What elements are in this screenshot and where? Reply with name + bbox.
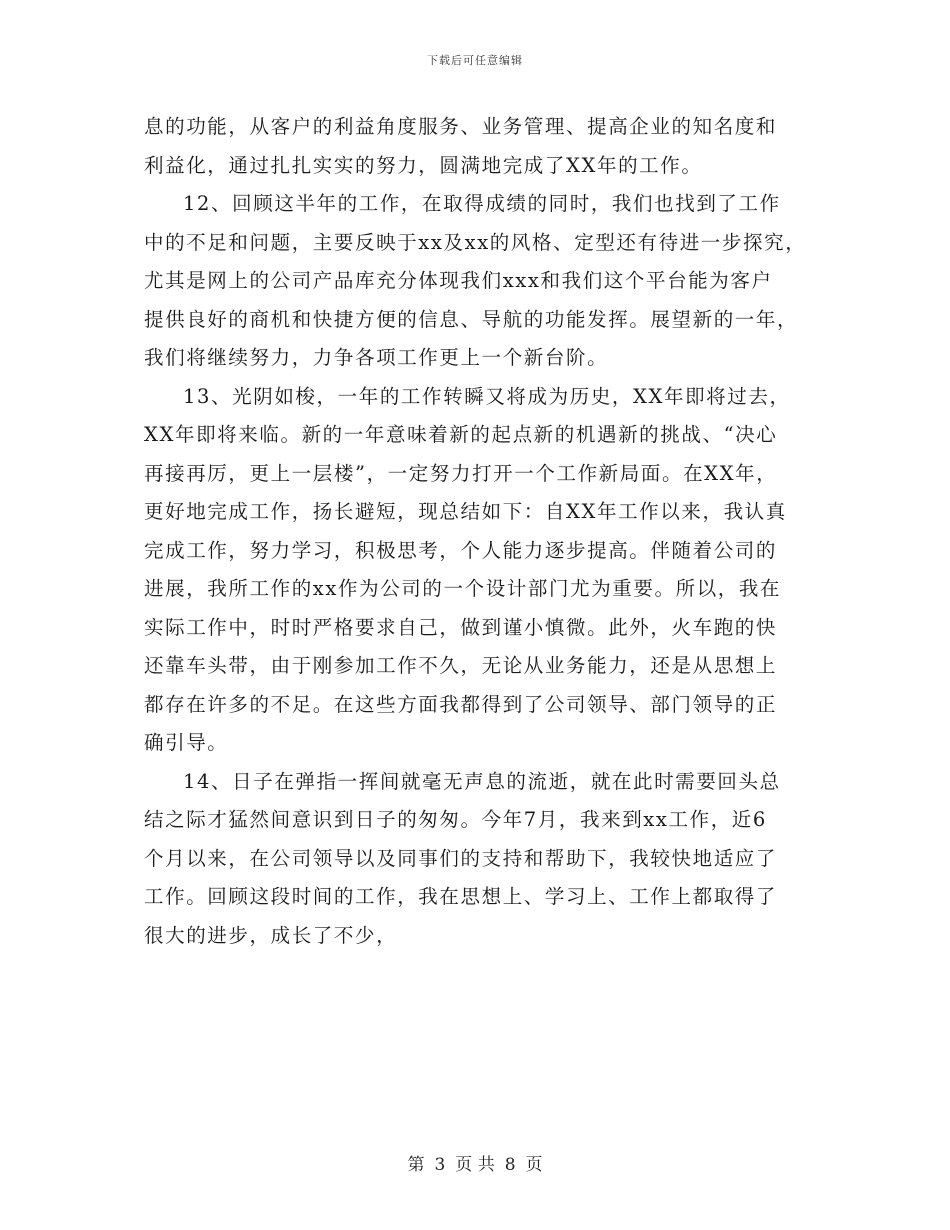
- text-line: 提供良好的商机和快捷方便的信息、导航的功能发挥。展望新的一年，: [144, 307, 799, 331]
- text-line: 我们将继续努力，力争各项工作更上一个新台阶。: [144, 346, 609, 369]
- text-line: 尤其是网上的公司产品库充分体现我们xxx和我们这个平台能为客户: [144, 269, 773, 292]
- text-line: 中的不足和问题，主要反映于xx及xx的风格、定型还有待进一步探究，: [144, 230, 807, 254]
- text-line: 进展，我所工作的xx作为公司的一个设计部门尤为重要。所以，我在: [144, 577, 782, 600]
- text-line: 确引导。: [144, 731, 229, 754]
- text-line: 利益化，通过扎扎实实的努力，圆满地完成了XX年的工作。: [144, 153, 703, 177]
- text-line: 还靠车头带，由于刚参加工作不久，无论从业务能力，还是从思想上: [144, 654, 778, 677]
- text-line: XX年即将来临。新的一年意味着新的起点新的机遇新的挑战、“决心: [144, 423, 778, 446]
- page-number: 3: [434, 1155, 446, 1175]
- text-line: 个月以来，在公司领导以及同事们的支持和帮助下，我较快地适应了: [144, 846, 778, 870]
- text-line: 再接再厉，更上一层楼”，一定努力打开一个工作新局面。在XX年，: [144, 461, 778, 485]
- total-pages: 8: [504, 1155, 516, 1175]
- paragraph-start-line: 14、日子在弹指一挥间就毫无声息的流逝，就在此时需要回头总: [183, 769, 781, 793]
- text-line: 很大的进步，成长了不少，: [144, 923, 398, 947]
- page-header: 下载后可任意编辑: [427, 54, 523, 67]
- footer-suffix: 页: [525, 1155, 543, 1175]
- paragraph-start-line: 13、光阴如梭，一年的工作转瞬又将成为历史，XX年即将过去，: [183, 384, 791, 408]
- document-body: [144, 108, 812, 955]
- text-line: 结之际才猛然间意识到日子的匆匆。今年7月，我来到xx工作，近6: [144, 808, 767, 831]
- paragraph-start-line: 12、回顾这半年的工作，在取得成绩的同时，我们也找到了工作: [183, 192, 781, 215]
- text-line: 都存在许多的不足。在这些方面我都得到了公司领导、部门领导的正: [144, 692, 778, 716]
- text-line: 实际工作中，时时严格要求自己，做到谨小慎微。此外，火车跑的快: [144, 615, 778, 639]
- text-line: 完成工作，努力学习，积极思考，个人能力逐步提高。伴随着公司的: [144, 538, 778, 562]
- footer-middle: 页 共: [455, 1155, 495, 1175]
- page-footer: [0, 1150, 950, 1175]
- footer-prefix: 第: [407, 1155, 425, 1175]
- text-line: 更好地完成工作，扬长避短，现总结如下：自XX年工作以来，我认真: [144, 500, 787, 523]
- text-line: 工作。回顾这段时间的工作，我在思想上、学习上、工作上都取得了: [144, 885, 778, 908]
- text-line: 息的功能，从客户的利益角度服务、业务管理、提高企业的知名度和: [144, 115, 778, 138]
